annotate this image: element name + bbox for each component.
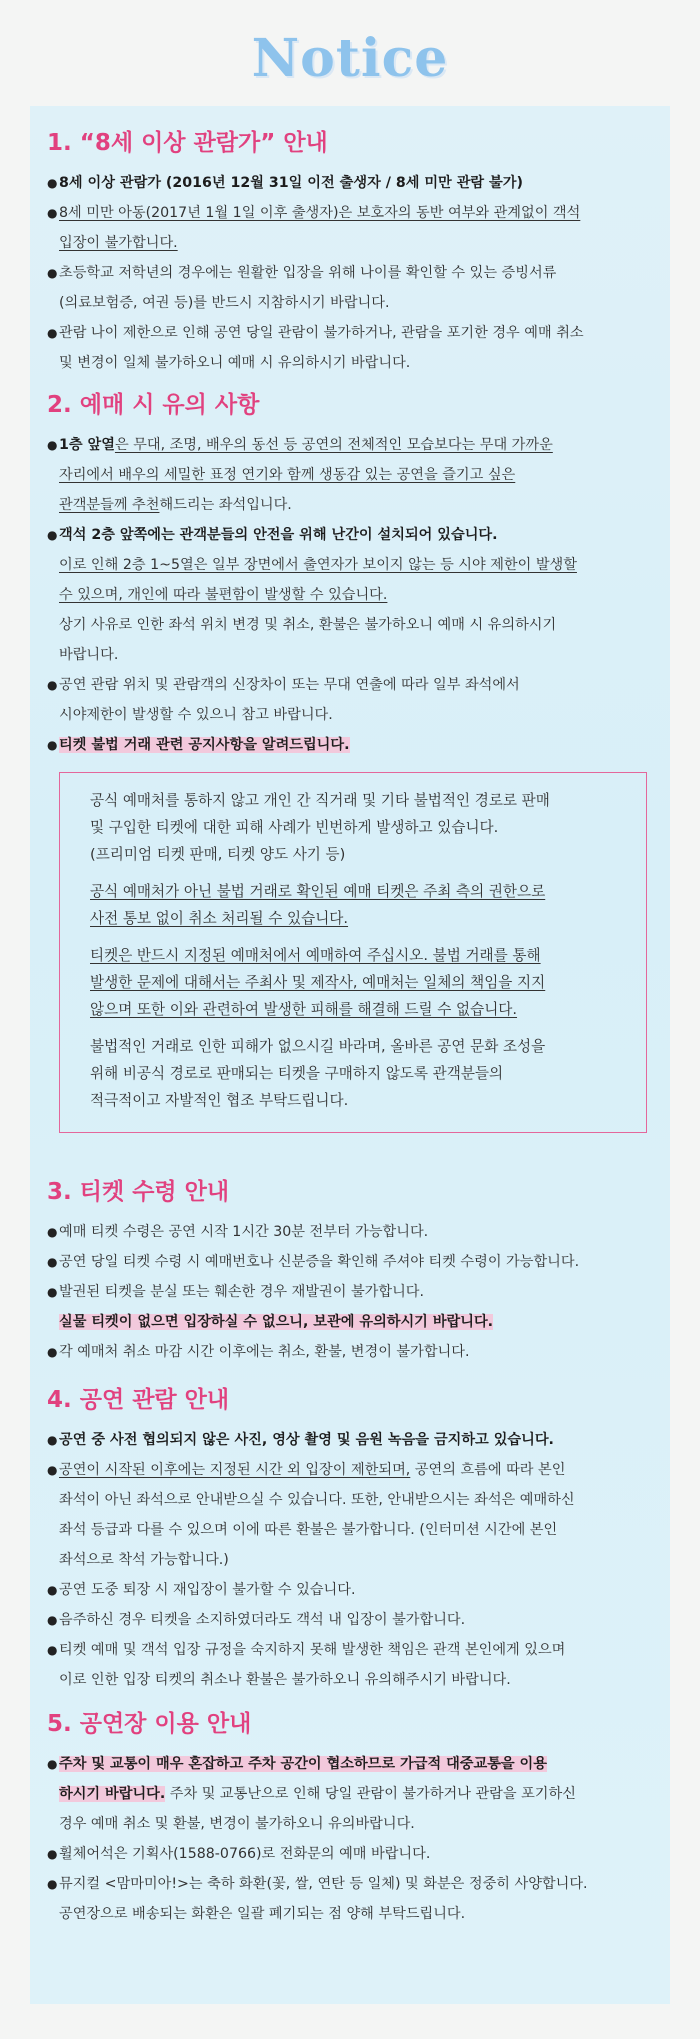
list-item: ● 공연 당일 티켓 수령 시 예매번호나 신분증을 확인해 주셔야 티켓 수령이 가능합니다.	[47, 1247, 657, 1277]
item-text: 발권된 티켓을 분실 또는 훼손한 경우 재발권이 불가합니다.	[59, 1284, 425, 1300]
item-text: 공연 도중 퇴장 시 재입장이 불가할 수 있습니다.	[59, 1582, 356, 1598]
list-item: ● 8세 미만 아동(2017년 1월 1일 이후 출생자)은 보호자의 동반 여부와 관계없이 객석 입장이 불가합니다.	[47, 198, 657, 258]
item-text: 초등학교 저학년의 경우에는 원활한 입장을 위해 나이를 확인할 수 있는 증빙서류	[59, 265, 557, 281]
list-item: ● 뮤지컬 <맘마미아!>는 축하 화환(꽃, 쌀, 연탄 등 일체) 및 화분은 정중히 사양합니다. 공연장으로 배송되는 화환은 일괄 폐기되는 점 양해 부탁드립니다.	[47, 1869, 657, 1929]
item-text: 공연이 시작된 이후에는 지정된 시간 외 입장이 제한되며,	[59, 1462, 411, 1478]
list-item: ● 주차 및 교통이 매우 혼잡하고 주차 공간이 협소하므로 가급적 대중교통을 이용 하시기 바랍니다. 주차 및 교통난으로 인해 당일 관람이 불가하거나 관람을 포기하신 경우 예매 취소 및 환불, 변경이 불가하오니 유의바랍니다.	[47, 1749, 657, 1839]
item-text: 상기 사유로 인한 좌석 위치 변경 및 취소, 환불은 불가하오니 예매 시 유의하시기	[59, 617, 557, 633]
list-item: ● 음주하신 경우 티켓을 소지하였더라도 객석 내 입장이 불가합니다.	[47, 1605, 657, 1635]
section-title: 5. 공연장 이용 안내	[47, 1711, 252, 1737]
item-text: 은 무대, 조명, 배우의 동선 등 공연의 전체적인 모습보다는 무대 가까운	[114, 437, 553, 453]
box-paragraph: 티켓은 반드시 지정된 예매처에서 예매하여 주십시오. 불법 거래를 통해 발생한 문제에 대해서는 주최사 및 제작사, 예매처는 일체의 책임을 지지 않으며 또한 이와 관련하여 발생한 피해를 해결해 드릴 수 없습니다.	[90, 947, 546, 1018]
item-text: 주차 및 교통이 매우 혼잡하고 주차 공간이 협소하므로 가급적 대중교통을 이용	[59, 1756, 547, 1772]
item-text: 각 예매처 취소 마감 시간 이후에는 취소, 환불, 변경이 불가합니다.	[59, 1344, 470, 1360]
item-text: 예매 티켓 수령은 공연 시작 1시간 30분 전부터 가능합니다.	[59, 1224, 429, 1240]
section-venue-guide	[47, 1709, 657, 1929]
section-viewing-guide	[47, 1385, 657, 1695]
item-text: (의료보험증, 여권 등)를 반드시 지참하시기 바랍니다.	[59, 295, 390, 311]
item-text: 바랍니다.	[59, 647, 119, 663]
item-text: 입장이 불가합니다.	[59, 235, 178, 251]
list-item: ● 티켓 불법 거래 관련 공지사항을 알려드립니다.	[47, 737, 350, 753]
item-text: 자리에서 배우의 세밀한 표정 연기와 함께 생동감 있는 공연을 즐기고 싶은	[59, 467, 516, 483]
list-item: ● 공연 중 사전 협의되지 않은 사진, 영상 촬영 및 음원 녹음을 금지하고 있습니다.	[47, 1425, 657, 1455]
list-item: ● 공연 도중 퇴장 시 재입장이 불가할 수 있습니다.	[47, 1575, 657, 1605]
item-text: 8세 이상 관람가 (2016년 12월 31일 이전 출생자 / 8세 미만 관람 불가)	[59, 175, 523, 191]
item-text: 실물 티켓이 없으면 입장하실 수 없으니, 보관에 유의하시기 바랍니다.	[59, 1314, 494, 1330]
item-text: 좌석 등급과 다를 수 있으며 이에 따른 환불은 불가합니다. (인터미션 시간에 본인	[59, 1522, 558, 1538]
list-item: ● 관람 나이 제한으로 인해 공연 당일 관람이 불가하거나, 관람을 포기한 경우 예매 취소 및 변경이 일체 불가하오니 예매 시 유의하시기 바랍니다.	[47, 318, 657, 378]
item-text: 공연 관람 위치 및 관람객의 신장차이 또는 무대 연출에 따라 일부 좌석에서	[59, 677, 520, 693]
section-title: 1. “8세 이상 관람가” 안내	[47, 130, 328, 156]
section-title: 4. 공연 관람 안내	[47, 1387, 230, 1413]
box-paragraph: 불법적인 거래로 인한 피해가 없으시길 바라며, 올바른 공연 문화 조성을 위해 비공식 경로로 판매되는 티켓을 구매하지 않도록 관객분들의 적극적이고 자발적인 협조 부탁드립니다.	[90, 1038, 546, 1109]
item-text: 티켓 불법 거래 관련 공지사항을 알려드립니다.	[59, 737, 350, 753]
item-text: 8세 미만 아동(2017년 1월 1일 이후 출생자)은 보호자의 동반 여부와 관계없이 객석	[59, 205, 581, 221]
item-text: 객석 2층 앞쪽에는 관객분들의 안전을 위해 난간이 설치되어 있습니다.	[59, 527, 498, 543]
list-item: ● 1층 앞열은 무대, 조명, 배우의 동선 등 공연의 전체적인 모습보다는 무대 가까운 자리에서 배우의 세밀한 표정 연기와 함께 생동감 있는 공연을 즐기고 싶은 관객분들께 추천해드리는 좌석입니다.	[47, 430, 657, 520]
list-item: ● 발권된 티켓을 분실 또는 훼손한 경우 재발권이 불가합니다.	[47, 1277, 657, 1307]
list-item: ● 티켓 예매 및 객석 입장 규정을 숙지하지 못해 발생한 책임은 관객 본인에게 있으며 이로 인한 입장 티켓의 취소나 환불은 불가하오니 유의해주시기 바랍니다.	[47, 1635, 657, 1695]
section-title: 2. 예매 시 유의 사항	[47, 392, 260, 418]
item-text: 티켓 예매 및 객석 입장 규정을 숙지하지 못해 발생한 책임은 관객 본인에게 있으며	[59, 1642, 566, 1658]
section-booking-notes	[47, 390, 657, 1133]
item-text: 공연 중 사전 협의되지 않은 사진, 영상 촬영 및 음원 녹음을 금지하고 있습니다.	[59, 1432, 554, 1448]
list-item: ● 각 예매처 취소 마감 시간 이후에는 취소, 환불, 변경이 불가합니다.	[47, 1337, 657, 1367]
item-text: 1층 앞열	[59, 437, 115, 453]
item-text: 시야제한이 발생할 수 있으니 참고 바랍니다.	[59, 707, 333, 723]
notice-title: Notice	[251, 28, 449, 89]
list-item: ● 객석 2층 앞쪽에는 관객분들의 안전을 위해 난간이 설치되어 있습니다.	[47, 520, 657, 550]
item-text: 경우 예매 취소 및 환불, 변경이 불가하오니 유의바랍니다.	[59, 1816, 415, 1832]
item-text: 좌석이 아닌 좌석으로 안내받으실 수 있습니다. 또한, 안내받으시는 좌석은 예매하신	[59, 1492, 575, 1508]
item-text: 공연의 흐름에 따라 본인	[410, 1462, 566, 1478]
box-paragraph: 공식 예매처를 통하지 않고 개인 간 직거래 및 기타 불법적인 경로로 판매 및 구입한 티켓에 대한 피해 사례가 빈번하게 발생하고 있습니다. (프리미엄 티켓 판매, 티켓 양도 사기 등)	[90, 792, 550, 863]
illegal-ticket-notice-box	[59, 772, 647, 1133]
item-text: 주차 및 교통난으로 인해 당일 관람이 불가하거나 관람을 포기하신	[165, 1786, 576, 1802]
item-text: 하시기 바랍니다.	[59, 1786, 166, 1802]
list-item: ● 휠체어석은 기획사(1588-0766)로 전화문의 예매 바랍니다.	[47, 1839, 657, 1869]
section-ticket-pickup	[47, 1177, 657, 1367]
item-text: 이로 인한 입장 티켓의 취소나 환불은 불가하오니 유의해주시기 바랍니다.	[59, 1672, 511, 1688]
item-text: 휠체어석은 기획사(1588-0766)로 전화문의 예매 바랍니다.	[59, 1846, 431, 1862]
item-text: 이로 인해 2층 1~5열은 일부 장면에서 출연자가 보이지 않는 등 시야 제한이 발생할	[59, 557, 577, 573]
item-text: 공연 당일 티켓 수령 시 예매번호나 신분증을 확인해 주셔야 티켓 수령이 가능합니다.	[59, 1254, 580, 1270]
item-text: 좌석으로 착석 가능합니다.)	[59, 1552, 229, 1568]
item-text: 관람 나이 제한으로 인해 공연 당일 관람이 불가하거나, 관람을 포기한 경우 예매 취소	[59, 325, 584, 341]
item-text: 뮤지컬 <맘마미아!>는 축하 화환(꽃, 쌀, 연탄 등 일체) 및 화분은 정중히 사양합니다.	[59, 1876, 588, 1892]
section-title: 3. 티켓 수령 안내	[47, 1179, 230, 1205]
list-item: ● 공연 관람 위치 및 관람객의 신장차이 또는 무대 연출에 따라 일부 좌석에서 시야제한이 발생할 수 있으니 참고 바랍니다.	[47, 670, 657, 730]
item-text: 및 변경이 일체 불가하오니 예매 시 유의하시기 바랍니다.	[59, 355, 411, 371]
list-item: ● 공연이 시작된 이후에는 지정된 시간 외 입장이 제한되며, 공연의 흐름에 따라 본인 좌석이 아닌 좌석으로 안내받으실 수 있습니다. 또한, 안내받으시는 좌석은 예매하신 좌석 등급과 다를 수 있으며 이에 따른 환불은 불가합니다. (인터미션 시간에 본인 좌석으로 착석 가능합니다.)	[47, 1455, 657, 1575]
list-item: ● 8세 이상 관람가 (2016년 12월 31일 이전 출생자 / 8세 미만 관람 불가)	[47, 168, 657, 198]
item-text: 관객분들께 추천	[59, 497, 160, 513]
section-age-limit	[47, 128, 657, 378]
list-item: ● 예매 티켓 수령은 공연 시작 1시간 30분 전부터 가능합니다.	[47, 1217, 657, 1247]
list-item: ● 초등학교 저학년의 경우에는 원활한 입장을 위해 나이를 확인할 수 있는 증빙서류 (의료보험증, 여권 등)를 반드시 지참하시기 바랍니다.	[47, 258, 657, 318]
item-text: 음주하신 경우 티켓을 소지하였더라도 객석 내 입장이 불가합니다.	[59, 1612, 466, 1628]
box-paragraph: 공식 예매처가 아닌 불법 거래로 확인된 예매 티켓은 주최 측의 권한으로 사전 통보 없이 취소 처리될 수 있습니다.	[90, 883, 546, 927]
item-text: 해드리는 좌석입니다.	[159, 497, 292, 513]
item-text: 공연장으로 배송되는 화환은 일괄 폐기되는 점 양해 부탁드립니다.	[59, 1906, 466, 1922]
item-text: 수 있으며, 개인에 따라 불편함이 발생할 수 있습니다.	[59, 587, 388, 603]
notice-content	[47, 128, 657, 1929]
